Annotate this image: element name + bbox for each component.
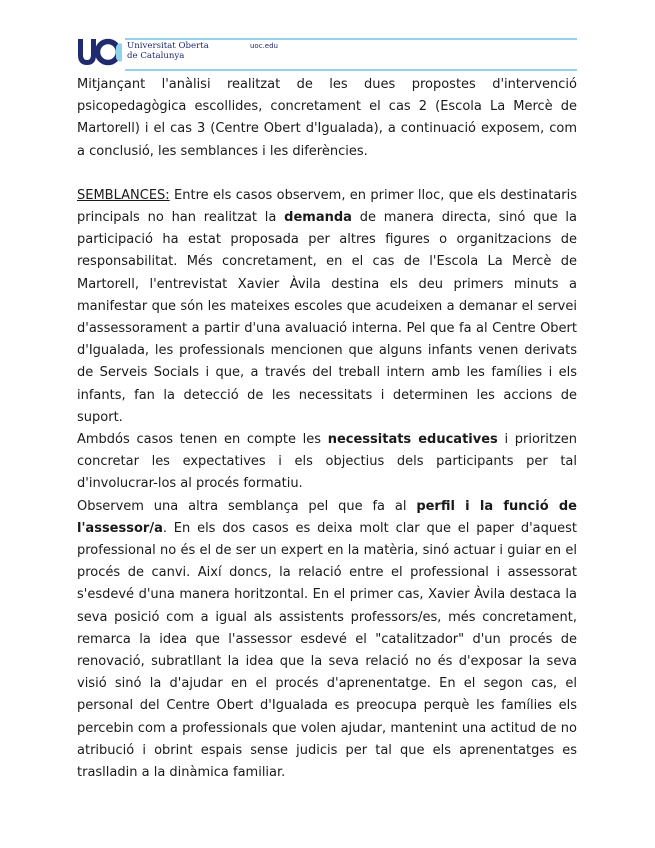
header-rule-bottom bbox=[125, 69, 577, 71]
text-run: i prioritzen concretar les expectatives i els objectius dels participants per tal d'involucrar-los al procés formatiu. bbox=[77, 432, 578, 492]
document-body bbox=[77, 74, 577, 784]
university-name bbox=[127, 41, 209, 61]
text-run: de manera directa, sinó que la participació ha estat proposada per altres figures o organitzacions de responsabilitat. Més concretament, en el cas de l'Escola La Mercè de Martorell, l'entrevistat Xavier Àvila destina els deu primers minuts a manifestar que són les mateixes escoles que acudeixen a demanar el servei d'assessorament a partir d'una avaluació interna. Pel que fa al Centre Obert d'Igualada, les professionals mencionen que alguns infants venen derivats de Serveis Socials i que, a través del treball intern amb les famílies i els infants, fan la detecció de les necessitats i determinen les accions de suport. bbox=[77, 210, 577, 425]
header-rule-top bbox=[125, 38, 577, 40]
intro-paragraph: Mitjançant l'anàlisi realitzat de les dues propostes d'intervenció psicopedagògica escollides, concretament el cas 2 (Escola La Mercè de Martorell) i el cas 3 (Centre Obert d'Igualada), a continuació exposem, com a conclusió, les semblances i les diferències. bbox=[77, 77, 577, 159]
needs-paragraph bbox=[77, 429, 577, 496]
university-name-line-1: Universitat Oberta bbox=[127, 41, 209, 51]
bold-term: necessitats educatives bbox=[327, 432, 498, 448]
bold-term: perfil i la funció de l'assessor/a bbox=[77, 498, 577, 536]
text-run: Ambdós casos tenen en compte les bbox=[77, 432, 328, 448]
page-header bbox=[77, 38, 577, 72]
text-run: Observem una altra semblança pel que fa al bbox=[77, 498, 417, 514]
university-name-line-2: de Catalunya bbox=[127, 51, 185, 61]
text-run: Entre els casos observem, en primer lloc, que els destinataris principals no han realitzat la bbox=[77, 187, 577, 226]
text-run: . En els dos casos es deixa molt clar que el paper d'aquest professional no és el de ser un expert en la matèria, sinó actuar i guiar en el procés de canvi. Així doncs, la relació entre el professional i assessorat s'esdevé d'una manera horitzontal. En el primer cas, Xavier Àvila destaca la seva posició com a igual als assistents professors/es, més concretament, remarca la idea que l'assessor esdevé el "catalitzador" d'un procés de renovació, subratllant la idea que la seva relació no és d'exposar la seva visió sinó la d'ajudar en el procés d'aprenentatge. En el segon cas, el personal del Centre Obert d'Igualada es preocupa perquè les famílies els percebin com a professionals que volen ajudar, mantenint una actitud de no atribució i obrint espais sense judicis per tal que els aprenentatges es traslladin a la dinàmica familiar. bbox=[77, 520, 577, 781]
similarities-paragraph bbox=[77, 185, 577, 429]
advisor-paragraph bbox=[77, 496, 577, 785]
university-url[interactable]: uoc.edu bbox=[250, 42, 278, 50]
bold-term: demanda bbox=[284, 210, 352, 226]
similarities-heading: SEMBLANCES: bbox=[77, 187, 170, 203]
uoc-logo-icon bbox=[77, 38, 123, 72]
